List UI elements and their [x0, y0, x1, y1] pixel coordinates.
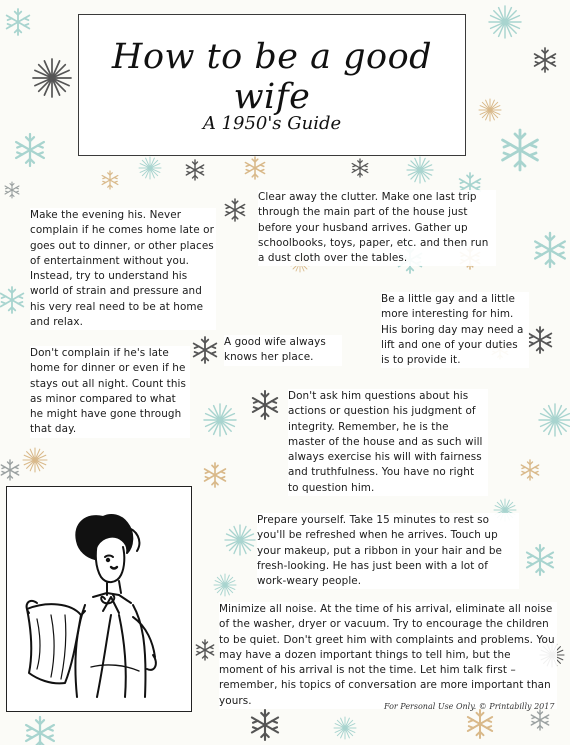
snowflake-icon [489, 6, 521, 38]
paragraph-late-panel [30, 346, 190, 438]
snowflake-icon [531, 710, 548, 730]
paragraph-gay-panel [381, 292, 529, 368]
paragraph-questions-panel [288, 389, 488, 496]
snowflake-icon [253, 391, 277, 419]
snowflake-icon [26, 717, 54, 745]
paragraph-clutter: Clear away the clutter. Make one last trip through the main part of the house just before your husband arrives. Gather up schoolbooks, toys, paper, etc. and then run a dust cloth over the tables. [258, 191, 489, 265]
page-title: How to be a good wife [111, 37, 433, 117]
paragraph-prepare-panel [257, 513, 519, 589]
snowflake-icon [527, 545, 553, 575]
page-subtitle: A 1950's Guide [202, 113, 342, 134]
snowflake-icon [407, 157, 433, 183]
snowflake-icon [521, 460, 538, 480]
paragraph-late: Don't complain if he's late home for dinner or even if he stays out all night. Count this as minor compared to what he might have gone through that day. [30, 347, 187, 436]
snowflake-icon [245, 157, 264, 179]
snowflake-icon [23, 448, 47, 472]
snowflake-icon [7, 9, 30, 35]
paragraph-clutter-panel [258, 190, 496, 266]
snowflake-icon [503, 130, 538, 170]
snowflake-icon [196, 640, 213, 660]
snowflake-icon [352, 159, 368, 177]
snowflake-icon [16, 134, 44, 166]
paragraph-evening: Make the evening his. Never complain if he comes home late or goes out to dinner, or other places of entertainment without you. Instead, try to understand his world of strain and pressure and his very real need to be at home and relax. [30, 209, 214, 329]
title-card [78, 14, 466, 156]
snowflake-icon [539, 404, 570, 436]
snowflake-icon [186, 160, 203, 180]
snowflake-icon [102, 171, 118, 189]
snowflake-icon [252, 710, 278, 740]
snowflake-icon [204, 404, 236, 436]
snowflake-icon [214, 574, 236, 596]
snowflake-icon [194, 337, 217, 363]
snowflake-icon [334, 717, 356, 739]
paragraph-noise: Minimize all noise. At the time of his arrival, eliminate all noise of the washer, dryer or vacuum. Try to encourage the children to be quiet. Don't greet him with complaints and problems. You may have a dozen important things to tell him, but the moment of his arrival is not the time. Let him talk first – remember, his topics of conversation are more important than yours. [219, 603, 555, 707]
paragraph-place-panel [224, 335, 342, 366]
paragraph-gay: Be a little gay and a little more interesting for him. His boring day may need a lift and one of your duties is to provide it. [381, 293, 524, 367]
retro-housewife-illustration [6, 486, 192, 712]
snowflake-icon [225, 525, 255, 555]
snowflake-icon [468, 710, 492, 738]
snowflake-icon [529, 327, 552, 353]
paragraph-prepare: Prepare yourself. Take 15 minutes to rest so you'll be refreshed when he arrives. Touch up your makeup, put a ribbon in your hair and be fresh-looking. He has just been with a lot of work-weary people. [257, 514, 503, 588]
paragraph-evening-panel [30, 208, 216, 330]
paragraph-place: A good wife always knows her place. [224, 336, 326, 364]
snowflake-icon [33, 59, 71, 97]
snowflake-icon [535, 233, 565, 267]
snowflake-icon [205, 463, 226, 487]
footer-note: For Personal Use Only. © Printabilly 2017 [384, 702, 555, 711]
snowflake-icon [225, 199, 244, 221]
snowflake-icon [1, 460, 18, 480]
paragraph-questions: Don't ask him questions about his actions or question his judgment of integrity. Remember, he is the master of the house and as such will always exercise his will with fairness and truthfulness. You have no right to question him. [288, 390, 483, 494]
snowflake-icon [1, 287, 24, 313]
snowflake-icon [5, 182, 19, 198]
snowflake-icon [139, 157, 161, 179]
paragraph-noise-panel [219, 602, 557, 709]
snowflake-icon [535, 48, 556, 72]
snowflake-icon [479, 99, 501, 121]
